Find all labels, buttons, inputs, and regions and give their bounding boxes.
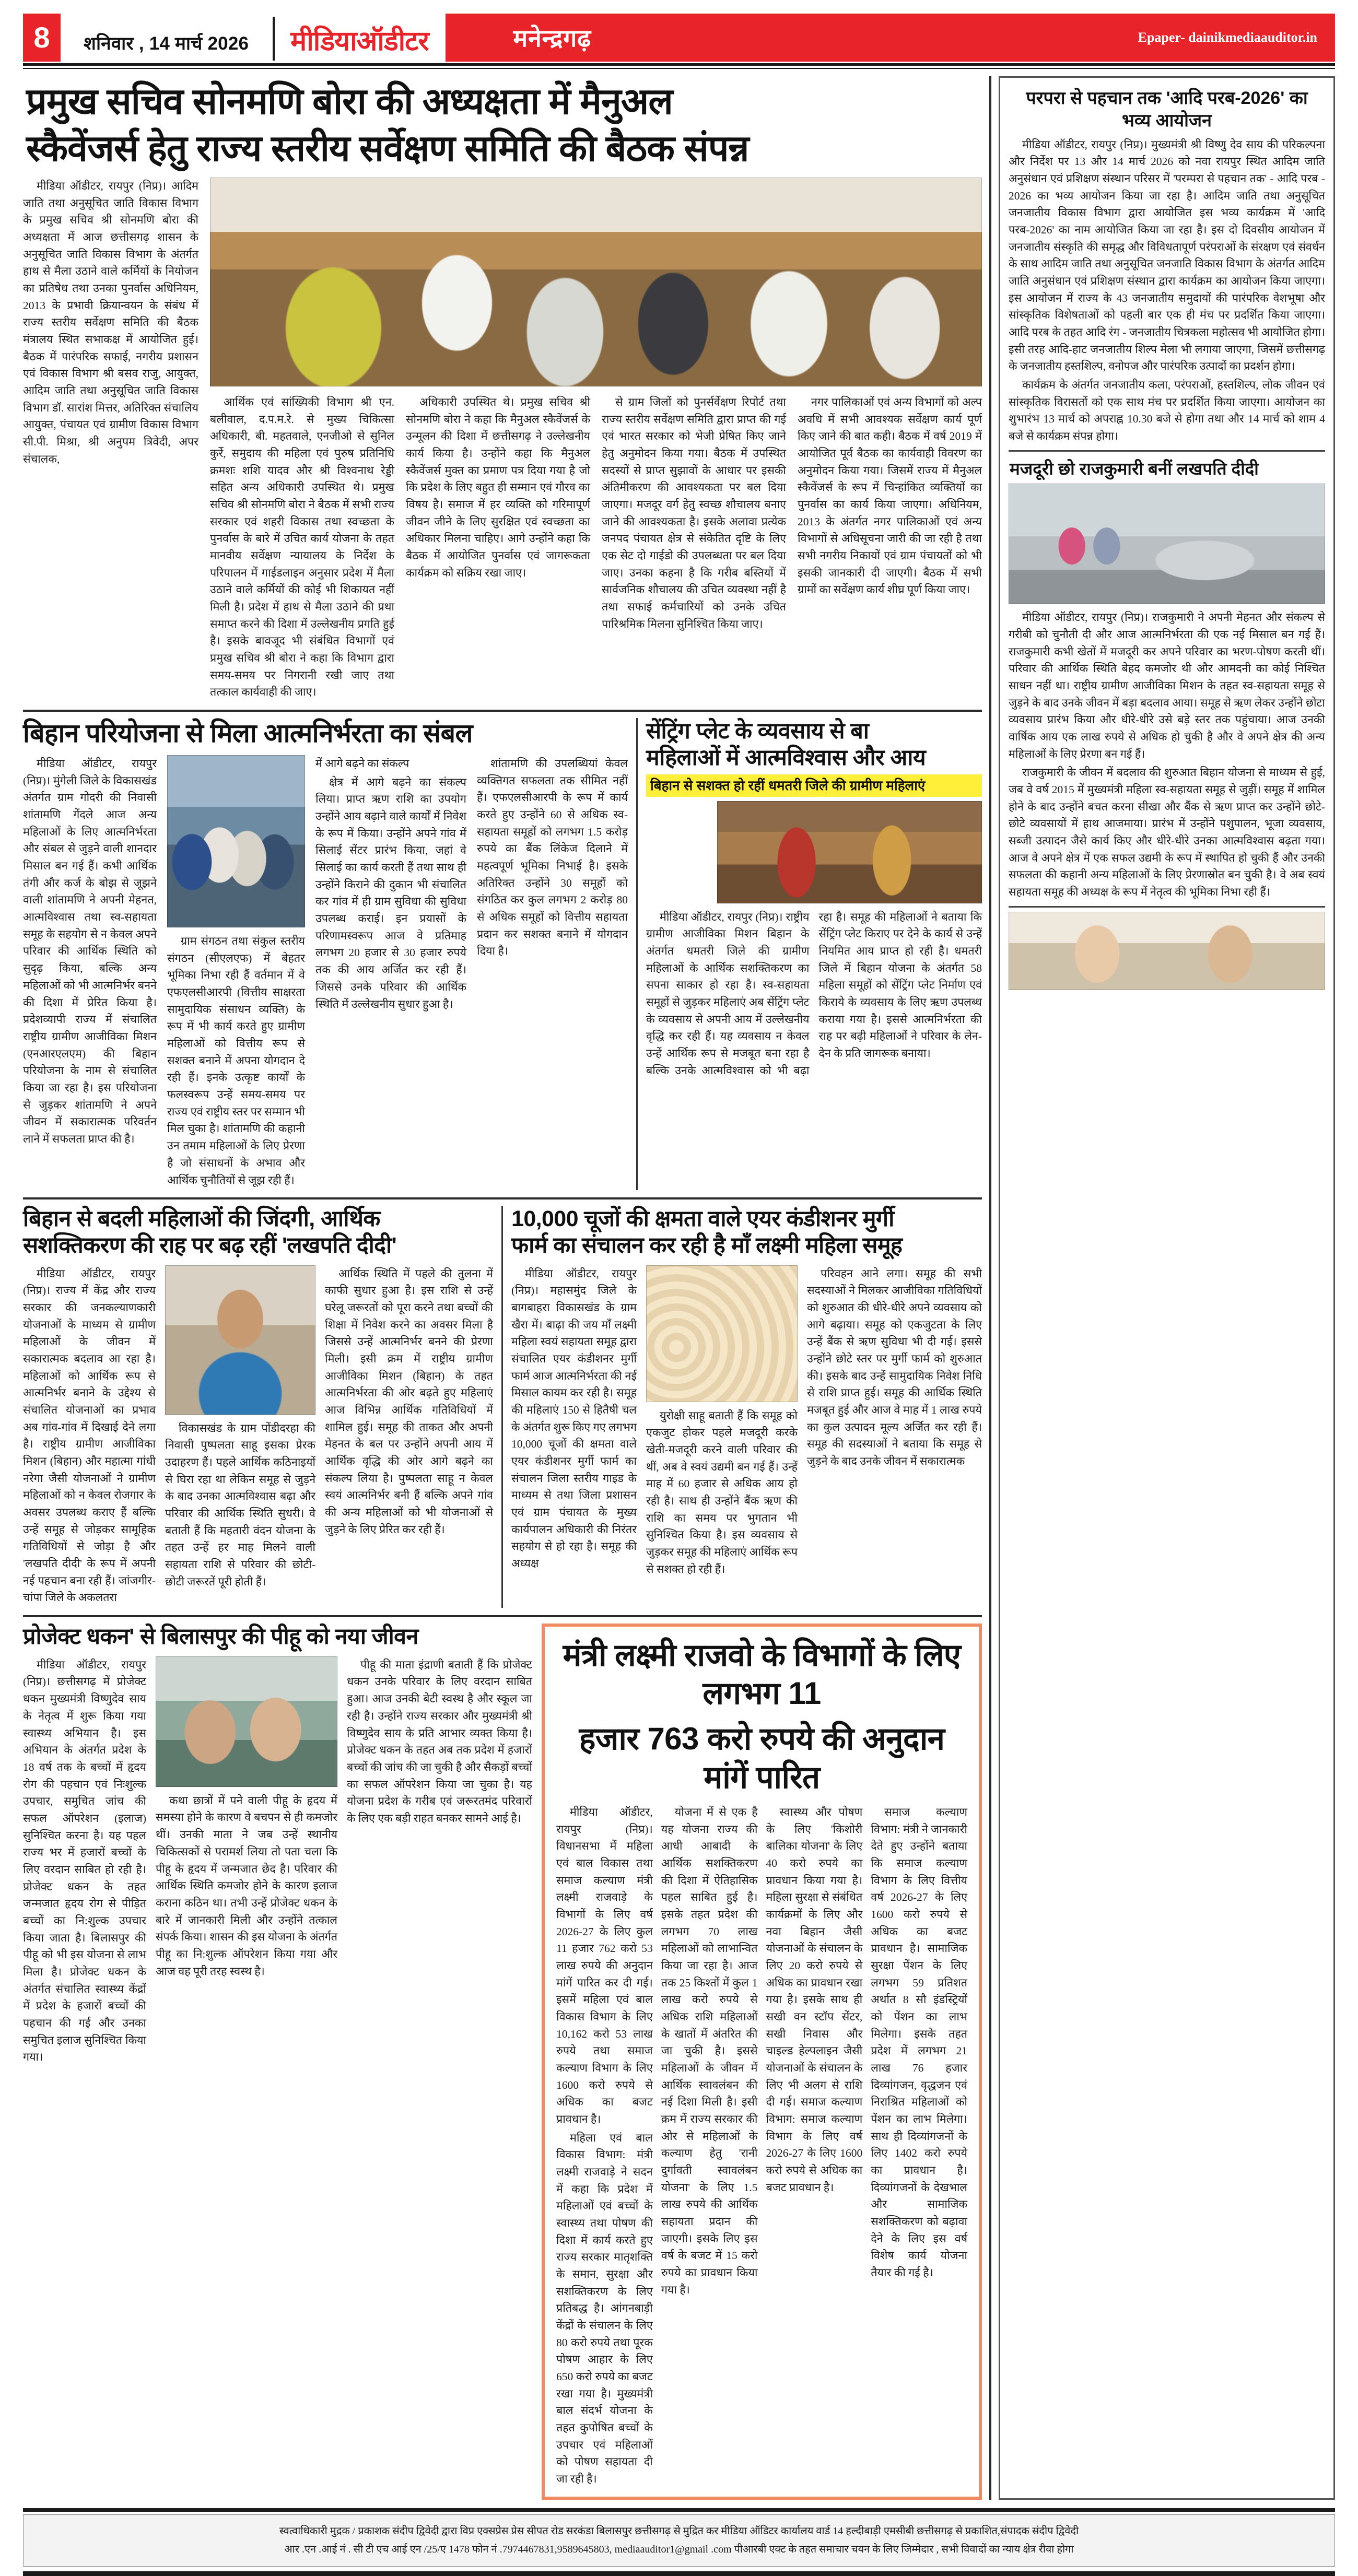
centering-headline-line1: सेंट्रिंग प्लेट के व्यवसाय से बा: [646, 719, 869, 744]
poultry-col3: [807, 1265, 982, 1580]
grant-headline-line2: हजार 763 करो रुपये की अनुदान मांगें पारित: [579, 1721, 945, 1795]
publication-date: शनिवार , 14 मार्च 2026: [84, 33, 249, 54]
pihu-col2-text: कथा छात्रों में पने वाली पीहू के हृदय में समस्या होने के कारण वे बचपन से ही कमजोर थीं। उनकी माता ने जब उन्हें स्थानीय चिकित्सकों से परामर्श लिया तो पता चला कि पीहू के हृदय में जन्मजात छेद है। परिवार की आर्थिक स्थिति कमजोर होने के कारण इलाज कराना कठिन था। तभी उन्हें प्रोजेक्ट धकन के बारे में जानकारी मिली और उन्होंने तत्काल संपर्क किया। शासन की इस योजना के अंतर्गत पीहू का नि:शुल्क ऑपरेशन किया गया और आज वह पूरी तरह स्वस्थ है।: [156, 1794, 337, 1978]
grant-col1-text: मीडिया ऑडीटर, रायपुर (निप्र)। विधानसभा में महिला एवं बाल विकास तथा समाज कल्याण मंत्री लक्ष्मी राजवाड़े के विभागों के लिए वर्ष 2026-27 के लिए कुल 11 हजार 762 करो 53 लाख रुपये की अनुदान मांगें पारित कर दी गई। इसमें महिला एवं बाल विकास विभाग के लिए 10,162 करो 53 लाख रुपये तथा समाज कल्याण विभाग के लिए 1600 करो रुपये से अधिक का बजट प्रावधान है।: [556, 1805, 653, 2125]
poultry-photo-chicks: [646, 1265, 798, 1402]
divider-bihan-centering: [636, 718, 638, 1190]
bihan-col2: [167, 933, 305, 1189]
bihan-col4-text: शांतामणि की उपलब्धियां केवल व्यक्तिगत सफलता तक सीमित नहीं हैं। एफएलसीआरपी के रूप में कार्य करते हुए उन्होंने 60 से अधिक स्व-सहायता समूहों को लगभग 1.5 करोड़ रुपये का बैंक लिंकेज दिलाने में महत्वपूर्ण भूमिका निभाई है। इसके अतिरिक्त उन्होंने 30 समूहों को संगठित कर कुल लगभग 2 करोड़ 80 से अधिक समूहों को वित्तीय सहायता प्रदान कर सशक्त बनाने में योगदान दिया है।: [477, 757, 628, 958]
poultry-headline-line2: फार्म का संचालन कर रही है माँ लक्ष्मी महिला समूह: [511, 1232, 903, 1258]
poultry-col2-text: युरोक्षी साहू बताती हैं कि समूह को एकजुट होकर पहले मजदूरी करके खेती-मजदूरी करने वाली परिवार की थीं, अब वे स्वयं उद्यमी बन गई हैं। उन्हें माह में 60 हजार से अधिक आय हो रही है। साथ ही उन्होंने बैंक ऋण की राशि का समय पर भुगतान भी सुनिश्चित किया है। इस व्यवसाय से जुड़कर समूह की महिलाएं आर्थिक रूप से सशक्त हो रही हैं।: [646, 1409, 798, 1575]
bihan-col1: [23, 755, 157, 1190]
pihu-col2: [156, 1792, 337, 1980]
centering-body: [646, 909, 982, 1079]
adiparab-extra-text: कार्यक्रम के अंतर्गत जनजातीय कला, परंपराओं, हस्तशिल्प, लोक जीवन एवं सांस्कृतिक विरासतों को एक साथ मंच पर प्रदर्शित किया जाएगा। आयोजन का शुभारंभ 13 मार्च को अपराह्न 10.30 बजे से होगा तथा और 14 मार्च को शाम 4 बजे से कार्यक्रम संपन्न होगा।: [1008, 379, 1326, 443]
bihan-photo-group: [167, 755, 305, 927]
lead-headline-line1: प्रमुख सचिव सोनमणि बोरा की अध्यक्षता में मैनुअल: [26, 81, 673, 122]
lead-photo-meeting: [210, 178, 982, 386]
lakhpati-photo-woman: [165, 1265, 315, 1415]
adiparab-body: [1009, 136, 1325, 445]
lakhpati-col2: [165, 1420, 315, 1591]
lead-col1-text: मीडिया ऑडीटर, रायपुर (निप्र)। आदिम जाति तथा अनुसूचित जाति विकास विभाग के प्रमुख सचिव श्री सोनमणि बोरा की अध्यक्षता में आज छत्तीसगढ़ शासन के अनुसूचित जाति विकास विभाग के अंतर्गत हाथ से मैला उठाने वाले कर्मियों के नियोजन का प्रतिषेध तथा उनका पुनर्वास अधिनियम, 2013 के प्रभावी क्रियान्वयन के संबंध में राज्य स्तरीय सर्वेक्षण समिति की बैठक मंत्रालय स्थित सभाकक्ष में आयोजित हुई। बैठक में पारंपरिक सफाई, नगरीय प्रशासन एवं विकास विभाग श्री बसव राजु, आयुक्त, आदिम जाति तथा अनुसूचित जाति विकास विभाग डॉ. सारांश मित्तर, अतिरिक्त संचालिय आयुक्त, पंचायत एवं ग्रामीण विकास विभाग सी.पी. मिश्रा, श्री अनुपम त्रिवेदी, अपर संचालक,: [23, 180, 198, 465]
grant-col4: [871, 1804, 967, 2489]
footer-line2: आर .एन .आई नं . सी टी एच आई एन /25/ए 1478 फोन नं .7974467831,9589645803, mediaauditor1@gmail .com पीआरबी एक्ट के तहत समाचार चयन के लिए जिम्मेदार , सभी विवादों का न्याय क्षेत्र रीवा होगा: [284, 2543, 1074, 2555]
grant-col3-text: योजना में से एक है यह योजना राज्य की आधी आबादी के आर्थिक सशक्तिकरण की दिशा में ऐतिहासिक पहल साबित हुई है। इसके तहत प्रदेश की लगभग 70 लाख महिलाओं को लाभान्वित किया जा रहा है। आज तक 25 किश्तों में कुल 1 लाख करो रुपये से अधिक राशि महिलाओं के खातों में अंतरित की जा चुकी है। इससे महिलाओं के जीवन में आर्थिक स्वावलंबन की नई दिशा मिली है। इसी क्रम में राज्य सरकार की ओर से महिलाओं के कल्याण हेतु 'रानी दुर्गावती स्वावलंबन योजना' के लिए 1.5 लाख रुपये की आर्थिक सहायता प्रदान की जाएगी। इसके लिए इस वर्ष के बजट में 15 करो रुपये का प्रावधान किया गया है।: [661, 1805, 758, 2296]
lakhpati-headline-line1: बिहान से बदली महिलाओं की जिंदगी, आर्थिक: [23, 1206, 380, 1232]
pihu-col1: [23, 1656, 146, 2067]
article-pihu: [23, 1624, 532, 2500]
brand-logo: मीडियाऑडीटर: [290, 26, 429, 56]
pihu-col3: [347, 1656, 532, 2067]
grant-col4-text: स्वास्थ्य और पोषण के लिए 'किशोरी बालिका योजना' के लिए 40 करो रुपये का प्रावधान किया गया है। महिला सुरक्षा से संबंधित कार्यक्रमों के लिए और नवा बिहान जैसी योजनाओं के संचालन के लिए 20 करो रुपये से अधिक का प्रावधान रखा गया है। इसके साथ ही सखी वन स्टॉप सेंटर, सखी निवास और चाइल्ड हेल्पलाइन जैसी योजनाओं के संचालन के लिए भी अलग से राशि दी गई। समाज कल्याण विभाग: समाज कल्याण विभाग के लिए वर्ष 2026-27 के लिए 1600 करो रुपये से अधिक का बजट प्रावधान है।: [766, 1805, 863, 2194]
bihan-col3-text: क्षेत्र में आगे बढ़ने का संकल्प लिया। प्राप्त ऋण राशि का उपयोग उन्होंने आय बढ़ाने वाले कार्यों में निवेश के रूप में किया। उन्होंने अपने गांव में सिलाई सेंटर प्रारंभ किया, जहां वे सिलाई का कार्य करती हैं तथा साथ ही उन्होंने किराने की दुकान भी संचालित कर गांव में ही ग्राम सुविधा की सुविधा उपलब्ध कराई। इन प्रयासों के परिणामस्वरूप आज वे प्रतिमाह लगभग 20 हजार से 30 हजार रुपये तक की आय अर्जित कर रही हैं। जिससे उनके परिवार की आर्थिक स्थिति में उल्लेखनीय सुधार हुआ है।: [315, 775, 466, 1010]
footer-rule-bottom: [23, 2571, 1335, 2576]
masthead-rule-secondary: [23, 68, 1335, 69]
centering-photo-market: [717, 801, 982, 903]
edition-city: मनेन्द्रगढ़: [513, 25, 592, 52]
epaper-url[interactable]: Epaper- dainikmediaauditor.in: [1138, 30, 1317, 45]
pihu-headline: प्रोजेक्ट धकन' से बिलासपुर की पीहू को नया जीवन: [23, 1624, 418, 1650]
lead-col3: [406, 394, 590, 702]
centering-col1-top: [646, 801, 709, 903]
article-lakhpati: [23, 1206, 493, 1608]
row-bihan-centering: [23, 718, 982, 1190]
lakhpati-photo-wrap: [165, 1265, 315, 1608]
lead-col4: [602, 394, 786, 702]
lakhpati-headline-line2: सशक्तिकरण की राह पर बढ़ रहीं 'लखपति दीदी': [23, 1232, 397, 1258]
poultry-headline-line1: 10,000 चूजों की क्षमता वाले एयर कंडीशनर मुर्गी: [511, 1206, 894, 1232]
lakhpati-col3: [325, 1265, 493, 1608]
grant-col3: [766, 1804, 863, 2489]
divider-after-bihan: [23, 1197, 982, 1199]
article-grant-box: [542, 1624, 982, 2500]
poultry-col3-text: परिवहन आने लगा। समूह की सभी सदस्याओं ने मिलकर आजीविका गतिविधियों को शुरुआत की धीरे-धीरे अपने व्यवसाय को आगे बढ़ाया। समूह को एकजुटता के लिए उन्हें बैंक से ऋण सुविधा भी दी गई। इससे उन्होंने छोटे स्तर पर मुर्गी फार्म को शुरुआत की। इसके बाद उन्हें सामुदायिक निवेश निधि से राशि प्राप्त हुई। समूह की आर्थिक स्थिति मजबूत हुई और आज वे माह में 1 लाख रुपये का कुल उत्पादन मूल्य अर्जित कर रही हैं। समूह की सदस्याओं ने बताया कि समूह से जुड़ने के बाद उनके जीवन में सकारात्मक: [807, 1267, 982, 1468]
article-lead: [23, 76, 982, 702]
page-number: 8: [23, 14, 61, 62]
divider-after-lead: [23, 710, 982, 712]
bihan-col2-text: ग्राम संगठन तथा संकुल स्तरीय संगठन (सीएलएफ) में बेहतर भूमिका निभा रही हैं वर्तमान में वे एफएलसीआरपी (वित्तीय साक्षरता सामुदायिक संसाधन व्यक्ति) के रूप में भी कार्य करते हुए ग्रामीण महिलाओं को वित्तीय रूप से सशक्त बनाने में अपना योगदान दे रही हैं। इनके उत्कृष्ट कार्यों के फलस्वरूप उन्हें समय-समय पर राज्य एवं राष्ट्रीय स्तर पर सम्मान भी मिल चुका है। शांतामणि की कहानी उन तमाम महिलाओं के लिए प्रेरणा है जो संसाधनों के अभाव और आर्थिक चुनौतियों से जूझ रही हैं।: [167, 935, 305, 1186]
lakhpati-col1: [23, 1265, 156, 1608]
centering-caption: बिहान से सशक्त हो रहीं धमतरी जिले की ग्रामीण महिलाएं: [646, 774, 982, 797]
pihu-photo-medical: [156, 1656, 337, 1787]
poultry-photo-wrap: [646, 1265, 798, 1580]
adiparab-headline: परपरा से पहचान तक 'आदि परब-2026' का भव्य आयोजन: [1026, 88, 1308, 131]
right-sidebar: [999, 76, 1335, 2500]
divider-sidebar-1: [1009, 450, 1325, 452]
pihu-photo-wrap: [156, 1656, 337, 2067]
rajkumari-col2-text: राजकुमारी के जीवन में बदलाव की शुरुआत बिहान योजना से माध्यम से हुई, जब वे वर्ष 2015 में मुख्यमंत्री महिला स्व-सहायता समूह से जुड़ीं। समूह में शामिल होने के बाद उन्होंने बचत करना सीखा और बैंक से ऋण प्राप्त कर उन्होंने छोटे-छोटे व्यवसायों में हाथ आजमाया। प्रारंभ में उन्होंने पशुपालन, भूजा व्यवसाय, सब्जी उत्पादन जैसे कार्य किए और धीरे-धीरे उनका आत्मविश्वास बढ़ता गया। आज वे अपने क्षेत्र में एक सफल उद्यमी के रूप में स्थापित हो चुकी हैं और उनकी सफलता की कहानी अन्य महिलाओं के लिए प्रेरणास्रोत बन चुकी है। वे अब स्वयं सहायता समूह की अध्यक्ष के रूप में नेतृत्व की भूमिका निभा रही हैं।: [1008, 766, 1326, 899]
lead-col4-text: से ग्राम जिलों को पुनर्सर्वेक्षण रिपोर्ट तथा राज्य स्तरीय सर्वेक्षण समिति द्वारा प्राप्त की गई एवं भारत सरकार को भेजी प्रेषित किए जाने हेतु अनुमोदन किया गया। बैठक में उपस्थित सदस्यों से प्राप्त सुझावों के आधार पर इसकी अंतिमीकरण की आवश्यकता पर बल दिया जाएगा। मजदूर वर्ग हेतु स्वच्छ शौचालय बनाए जाने की आवश्यकता है। इसके अलावा प्रत्येक जनपद पंचायत क्षेत्र से संकेतित दृष्टि के लिए एक सेट दो गाईडो की उपलब्धता पर बल दिया जाए। उनका कहना है कि गरीब बस्तियों में सार्वजनिक शौचालय की उचित व्यवस्था नहीं है तथा सफाई कर्मचारियों को उनके उचित पारिश्रमिक मिलना सुनिश्चित किया जाए।: [602, 396, 786, 630]
lead-col5-text: नगर पालिकाओं एवं अन्य विभागों को अल्प अवधि में सभी आवश्यक सर्वेक्षण कार्य पूर्ण किए जाने की बात कही। बैठक में वर्ष 2019 में आयोजित पूर्व बैठक का कार्यवाही विवरण का अनुमोदन किया गया। जिसमें राज्य में मैनुअल स्कैवेंजर्स के रूप में चिन्हांकित व्यक्तियों का पुनर्वास का कार्य किया जाएगा। अधिनियम, 2013 के अंतर्गत नगर पालिकाओं एवं अन्य विभागों से अधिसूचना जारी की जा रही है तथा सभी नगरीय निकायों एवं ग्राम पंचायतों को भी इसकी जानकारी दी जाएगी। बैठक में सभी ग्रामों का सर्वेक्षण कार्य शीघ्र पूर्ण किया जाए।: [798, 396, 982, 596]
lakhpati-col1-text: मीडिया ऑडीटर, रायपुर (निप्र)। राज्य में केंद्र और राज्य सरकार की जनकल्याणकारी योजनाओं के माध्यम से ग्रामीण महिलाओं के जीवन में सकारात्मक बदलाव आ रहा है। महिलाओं को आर्थिक रूप से आत्मनिर्भर बनाने के उद्देश्य से संचालित योजनाओं का प्रभाव अब गांव-गांव में दिखाई देने लगा है। राष्ट्रीय ग्रामीण आजीविका मिशन (बिहान) और महात्मा गांधी नरेगा जैसी योजनाओं ने ग्रामीण महिलाओं को न केवल रोजगार के अवसर उपलब्ध कराए हैं बल्कि उन्हें समूह से जोड़कर सामूहिक गतिविधियों से जोड़ा है और 'लखपति दीदी' के रूप में अपनी नई पहचान बना रही हैं। जांजगीर-चांपा जिले के अकलतरा: [23, 1267, 156, 1604]
article-adiparab: [1009, 85, 1325, 445]
rajkumari-headline: मजदूरी छो राजकुमारी बनीं लखपति दीदी: [1009, 458, 1259, 478]
bihan-col3: [315, 755, 466, 1190]
adiparab-body-text: मीडिया ऑडीटर, रायपुर (निप्र)। मुख्यमंत्री श्री विष्णु देव साय की परिकल्पना और निर्देश पर 13 और 14 मार्च 2026 को नवा रायपुर स्थित आदिम जाति अनुसंधान एवं प्रशिक्षण संस्थान परिसर में 'परम्परा से पहचान तक' - आदि परब - 2026 का भव्य आयोजन किया जा रहा है। आदिम जाति तथा अनुसूचित जनजातीय विकास विभाग द्वारा आयोजित इस भव्य कार्यक्रम में 'आदि परब-2026' का नाम आयोजित किया जा रहा है। इस दो दिवसीय आयोजन में जनजातीय संस्कृति की समृद्ध और विविधतापूर्ण परंपराओं के संरक्षण एवं संवर्धन के साथ आदिम जाति तथा अनुसूचित जनजाति विकास विभाग के अंतर्गत आदिम जाति अनुसंधान एवं प्रशिक्षण संस्थान द्वारा कार्यक्रम का आयोजन किया जाएगा। इस आयोजन में राज्य के 43 जनजातीय समुदायों की पारंपरिक वेशभूषा और सांस्कृतिक विशेषताओं को पहली बार एक ही मंच पर प्रदर्शित किया जाएगा। आदि परब के तहत आदि रंग - जनजातीय चित्रकला महोत्सव भी आयोजित होगा। इसी तरह आदि-हाट जनजातीय शिल्प मेला भी लगाया जाएगा, जिसमें छत्तीसगढ़ के जनजातीय हस्तशिल्प, वनोपज और पारंपरिक उत्पादों का प्रदर्शन होगा।: [1008, 138, 1326, 373]
lakhpati-col3-text: आर्थिक स्थिति में पहले की तुलना में काफी सुधार हुआ है। इस राशि से उन्हें घरेलू जरूरतों को पूरा करने तथा बच्चों की शिक्षा में निवेश करने का अवसर मिला है जिससे उन्हें आत्मनिर्भर बनने की प्रेरणा मिली। इसी क्रम में राष्ट्रीय ग्रामीण आजीविका मिशन (बिहान) के तहत आत्मनिर्भरता की ओर बढ़ते हुए महिलाएं आज विभिन्न आर्थिक गतिविधियों में शामिल हुई। समूह की ताकत और अपनी मेहनत के बल पर उन्होंने अपनी आय में आर्थिक वृद्धि की ओर आगे बढ़ने का संकल्प लिया है। पुष्पलता साहू न केवल स्वयं आत्मनिर्भर बनी हैं बल्कि अपने गांव की अन्य महिलाओं को भी योजनाओं से जुड़ने के लिए प्रेरित कर रही हैं।: [325, 1267, 493, 1536]
centering-col1-text: मीडिया ऑडीटर, रायपुर (निप्र)। राष्ट्रीय ग्रामीण आजीविका मिशन बिहान के अंतर्गत धमतरी जिले की ग्रामीण महिलाओं के आर्थिक सशक्तिकरण का सपना साकार हो रहा है। स्व-सहायता समूहों से जुड़कर महिलाएं अब सेंट्रिंग प्लेट के व्यवसाय से अपनी आय में उल्लेखनीय वृद्धि कर रही हैं। यह व्यवसाय न केवल उन्हें आर्थिक रूप से मजबूत बना रहा है बल्कि उनके आत्मविश्वास को भी बढ़ा रहा है। समूह की महिलाओं ने बताया कि सेंट्रिंग प्लेट किराए पर देने के कार्य से उन्हें नियमित आय प्राप्त हो रही है। धमतरी जिले में बिहान योजना के अंतर्गत 58 महिला समूहों को सेंट्रिंग प्लेट निर्माण एवं किराये के व्यवसाय के लिए ऋण उपलब्ध कराया गया है। इससे आत्मनिर्भरता की राह पर बढ़ी महिलाओं ने परिवार के लेन-देन के प्रति जागरूक बनाया।: [646, 910, 982, 1077]
footer-imprint-box: [23, 2514, 1335, 2567]
bihan-kicker: में आगे बढ़ने का संकल्प: [315, 757, 409, 770]
article-bihan: [23, 718, 628, 1190]
main-grid: [23, 76, 1335, 2500]
poultry-col2: [646, 1407, 798, 1578]
row-pihu-grant: [23, 1624, 982, 2500]
bihan-headline: बिहान परियोजना से मिला आत्मनिर्भरता का संबल: [23, 719, 473, 748]
bihan-photo-wrap: [167, 755, 305, 1190]
poultry-col1-text: मीडिया ऑडीटर, रायपुर (निप्र)। महासमुंद जिले के बागबाहरा विकासखंड के ग्राम खैरा में। बाढ़ा की जय माँ लक्ष्मी महिला स्वयं सहायता समूह द्वारा संचालित एयर कंडीशनर मुर्गी फार्म आज आत्मनिर्भरता की नई मिसाल कायम कर रही है। समूह की महिलाएं 150 से हितैषी चल के अंतर्गत शुरू किए गए लगभग 10,000 चूजों की क्षमता वाले एयर कंडीशनर मुर्गी फार्म का संचालन जिला स्तरीय गाइड के माध्यम से तथा जिला प्रशासन एवं ग्राम पंचायत के मुख्य कार्यपालन अधिकारी की निरंतर सहयोग से हो रहा है। समूह की अध्यक्ष: [511, 1267, 637, 1570]
rajkumari-photo-car: [1009, 484, 1325, 604]
pihu-col1-text: मीडिया ऑडीटर, रायपुर (निप्र)। छत्तीसगढ़ में प्रोजेक्ट धकन मुख्यमंत्री विष्णुदेव साय के नेतृत्व में शुरू किया गया स्वास्थ्य अभियान है। इस अभियान के अंतर्गत प्रदेश के 18 वर्ष तक के बच्चों में हृदय रोग की पहचान एवं निःशुल्क उपचार, समुचित जांच की सफल ऑपरेशन (इलाज) सुनिश्चित करना है। यह पहल राज्य भर में हजारों बच्चों के लिए वरदान साबित हो रही है। प्रोजेक्ट धकन के तहत जन्मजात हृदय रोग से पीड़ित बच्चों का नि:शुल्क उपचार किया जाता है। बिलासपुर की पीहू को भी इस योजना से लाभ मिला है। प्रोजेक्ट धकन के अंतर्गत संचालित स्वास्थ्य केंद्रों में प्रदेश के हजारों बच्चों की पहचान की गई और उनका समुचित इलाज सुनिश्चित किया गया।: [23, 1658, 146, 2064]
main-column-separator: [989, 76, 991, 2500]
lead-headline-line2: स्कैवेंजर्स हेतु राज्य स्तरीय सर्वेक्षण समिति की बैठक संपन्न: [26, 128, 749, 169]
lead-col2: [210, 394, 394, 702]
lead-col1: [23, 178, 198, 702]
article-centering: [646, 718, 982, 1190]
grant-col2: [661, 1804, 758, 2489]
masthead-rule: [23, 63, 1335, 66]
divider-after-lakhpati: [23, 1615, 982, 1617]
grant-col2-text: महिला एवं बाल विकास विभाग: मंत्री लक्ष्मी राजवाड़े ने सदन में कहा कि प्रदेश में महिलाओं एवं बच्चों के स्वास्थ्य तथा पोषण की दिशा में कार्य करते हुए राज्य सरकार मातृशक्ति के समान, सुरक्षा और सशक्तिकरण के लिए प्रतिबद्ध है। आंगनबाड़ी केंद्रों के संचालन के लिए 80 करो रुपये तथा पूरक पोषण आहार के लिए 650 करो रुपये का बजट रखा गया है। मुख्यमंत्री बाल संदर्भ योजना के तहत कुपोषित बच्चों के उपचार एवं महिलाओं को पोषण सहायता दी जा रही है।: [556, 2131, 653, 2486]
poultry-col1: [511, 1265, 637, 1580]
centering-headline-line2: महिलाओं में आत्मविश्वास और आय: [646, 745, 926, 770]
sidebar-photo-ribbon: [1009, 912, 1325, 990]
footer-line1: स्वत्वाधिकारी मुद्रक / प्रकाशक संदीप द्विवेदी द्वारा विप्र एक्सप्रेस प्रेस सीपत रोड सरकंडा बिलासपुर छत्तीसगढ़ से मुद्रित कर मीडिया ऑडिटर कार्यालय वार्ड 14 हल्दीबाड़ी एमसीबी छत्तीसगढ़ से प्रकाशित,संपादक संदीप द्विवेदी: [279, 2525, 1079, 2537]
rajkumari-body: [1009, 609, 1325, 900]
lead-col2-text: आर्थिक एवं सांख्यिकी विभाग श्री एन. बलीवाल, द.प.म.रे. से मुख्य चिकित्सा अधिकारी, बी. महतवाले, एनजीओ से सुनिल कुर्रे, समुदाय की महिला एवं पुरुष प्रतिनिधि क्रमशः शशि यादव और श्री विश्वनाथ रेड्डी सहित अन्य अधिकारी उपस्थित थे। प्रमुख सचिव श्री सोनमणि बोरा ने बैठक में सभी राज्य सरकार एवं शहरी विकास तथा स्वच्छता के पुनर्वास के बारे में उचित कार्य योजना के तहत मानवीय सर्वेक्षण न्यायालय के निर्देश के परिपालन में गाईडलाइन अनुसार प्रदेश में मैला उठाने वाले कर्मियों की कोई भी शिकायत नहीं मिली है। प्रदेश में हाथ से मैला उठाने की प्रथा समाप्त करने की दिशा में उल्लेखनीय प्रगति हुई है। इसके बावजूद भी संबंधित विभागों एवं प्रमुख सचिव श्री बोरा ने कहा कि विभाग द्वारा समय-समय पर निगरानी रखी जाए तथा तत्काल कार्यवाही की जाए।: [210, 396, 394, 699]
lakhpati-col2-text: विकासखंड के ग्राम पोंडीदरहा की निवासी पुष्पलता साहू इसका प्रेरक उदाहरण हैं। पहले आर्थिक कठिनाइयों से घिरा रहा था लेकिन समूह से जुड़ने के बाद उनका आत्मविश्वास बढ़ा और परिवार की आर्थिक स्थिति सुधरी। वे बताती हैं कि महतारी वंदन योजना के तहत उन्हें हर माह मिलने वाली सहायता राशि से परिवार की छोटी-छोटी जरूरतें पूरी होती हैं।: [165, 1421, 315, 1588]
grant-col5-text: समाज कल्याण विभाग: मंत्री ने जानकारी देते हुए उन्होंने बताया कि समाज कल्याण विभाग के लिए वित्तीय वर्ष 2026-27 के लिए 1600 करो रुपये से अधिक का बजट प्रावधान है। सामाजिक सुरक्षा पेंशन के लिए लगभग 59 प्रतिशत अर्थात 8 सौ इंडस्ट्रियों को पेंशन का लाभ मिलेगा। इसके तहत प्रदेश में लगभग 21 लाख 76 हजार दिव्यांगजन, वृद्धजन एवं निराश्रित महिलाओं को पेंशन का लाभ मिलेगा। साथ ही दिव्यांगजनों के लिए 1402 करो रुपये का प्रावधान है। दिव्यांगजनों के देखभाल और सामाजिक सशक्तिकरण को बढ़ावा देने के लिए इस वर्ष विशेष कार्य योजना तैयार की गई है।: [871, 1805, 967, 2279]
bihan-col1-text: मीडिया ऑडीटर, रायपुर (निप्र)। मुंगेली जिले के विकासखंड अंतर्गत ग्राम गोदरी की निवासी शांतामणि गेंदले आज अन्य महिलाओं के लिए आत्मनिर्भरता और संबल से जुड़ने वाली शानदार मिसाल बन गई हैं। कभी आर्थिक तंगी और कर्ज के बोझ से जूझने वाली शांतामणि ने अपनी मेहनत, आत्मविश्वास तथा स्व-सहायता समूह के सहयोग से न केवल अपने परिवार की आर्थिक स्थिति को सुदृढ़ किया, बल्कि अन्य महिलाओं को भी आत्मनिर्भर बनने की दिशा में प्रेरित किया है। प्रदेशव्यापी राज्य में संचालित राष्ट्रीय ग्रामीण आजीविका मिशन (एनआरएलएम) की बिहान परियोजना के नाम से संचालित किया जा रहा है। इस परियोजना से जुड़कर शांतामणि ने अपने जीवन में सकारात्मक परिवर्तन लाने में सफलता प्राप्त की है।: [23, 757, 157, 1145]
left-zone: [23, 76, 982, 2500]
pihu-col3-text: पीहू की माता इंद्राणी बताती हैं कि प्रोजेक्ट धकन उनके परिवार के लिए वरदान साबित हुआ। आज उनकी बेटी स्वस्थ है और स्कूल जा रही है। उन्होंने राज्य सरकार और मुख्यमंत्री श्री विष्णुदेव साय के प्रति आभार व्यक्त किया है। प्रोजेक्ट धकन के तहत अब तक प्रदेश में हजारों बच्चों की जांच की जा चुकी है और सैकड़ों बच्चों का सफल ऑपरेशन किया जा चुका है। यह योजना प्रदेश के गरीब एवं जरूरतमंद परिवारों के लिए एक बड़ी राहत बनकर सामने आई है।: [347, 1658, 532, 1825]
lead-col5: [798, 394, 982, 702]
masthead: [23, 14, 1335, 62]
grant-col1: [556, 1804, 653, 2489]
bihan-col4: [477, 755, 628, 1190]
divider-sidebar-2: [1009, 906, 1325, 908]
footer: [23, 2508, 1335, 2576]
masthead-red-bar: [446, 14, 1335, 62]
article-rajkumari: [1009, 456, 1325, 901]
grant-headline-line1: मंत्री लक्ष्मी राजवो के विभागों के लिए लगभग 11: [563, 1638, 961, 1711]
lead-col3-text: अधिकारी उपस्थित थे। प्रमुख सचिव श्री सोनमणि बोरा ने कहा कि मैनुअल स्कैवेंजर्स के उन्मूलन की दिशा में छत्तीसगढ़ ने उल्लेखनीय कार्य किया है। उन्होंने कहा कि मैनुअल स्कैवेंजर्स मुक्त का प्रमाण पत्र दिया गया है जो कि प्रदेश के लिए बहुत ही सम्मान एवं गौरव का विषय है। समाज में हर व्यक्ति को गरिमापूर्ण जीवन जीने के लिए सुरक्षित एवं स्वच्छता का अधिकार मिलना चाहिए। आगे उन्होंने कहा कि बैठक में आयोजित पुनर्वास एवं जागरूकता कार्यक्रम को सक्रिय रखा जाए।: [406, 396, 590, 579]
footer-rule-top: [23, 2508, 1335, 2512]
article-poultry: [511, 1206, 982, 1608]
divider-lakhpati-poultry: [501, 1206, 503, 1608]
row-lakhpati-poultry: [23, 1206, 982, 1608]
rajkumari-col1-text: मीडिया ऑडीटर, रायपुर (निप्र)। राजकुमारी ने अपनी मेहनत और संकल्प से गरीबी को चुनौती दी और आज आत्मनिर्भरता की एक नई मिसाल बन गई हैं। राजकुमारी कभी खेतों में मजदूरी कर अपने परिवार का भरण-पोषण करती थीं। परिवार की आर्थिक स्थिति बेहद कमजोर थी और आमदनी का कोई निश्चित साधन नहीं था। राष्ट्रीय ग्रामीण आजीविका मिशन के तहत स्व-सहायता समूह से जुड़ने के बाद उनके जीवन में बड़ा बदलाव आया। समूह से ऋण लेकर उन्होंने छोटा व्यवसाय प्रारंभ किया और धीरे-धीरे उसे बड़े स्तर तक पहुंचाया। आज उनकी वार्षिक आय एक लाख रुपये से अधिक हो चुकी है और वे अपने क्षेत्र की अन्य महिलाओं के लिए प्रेरणा बन गई हैं।: [1008, 611, 1326, 760]
